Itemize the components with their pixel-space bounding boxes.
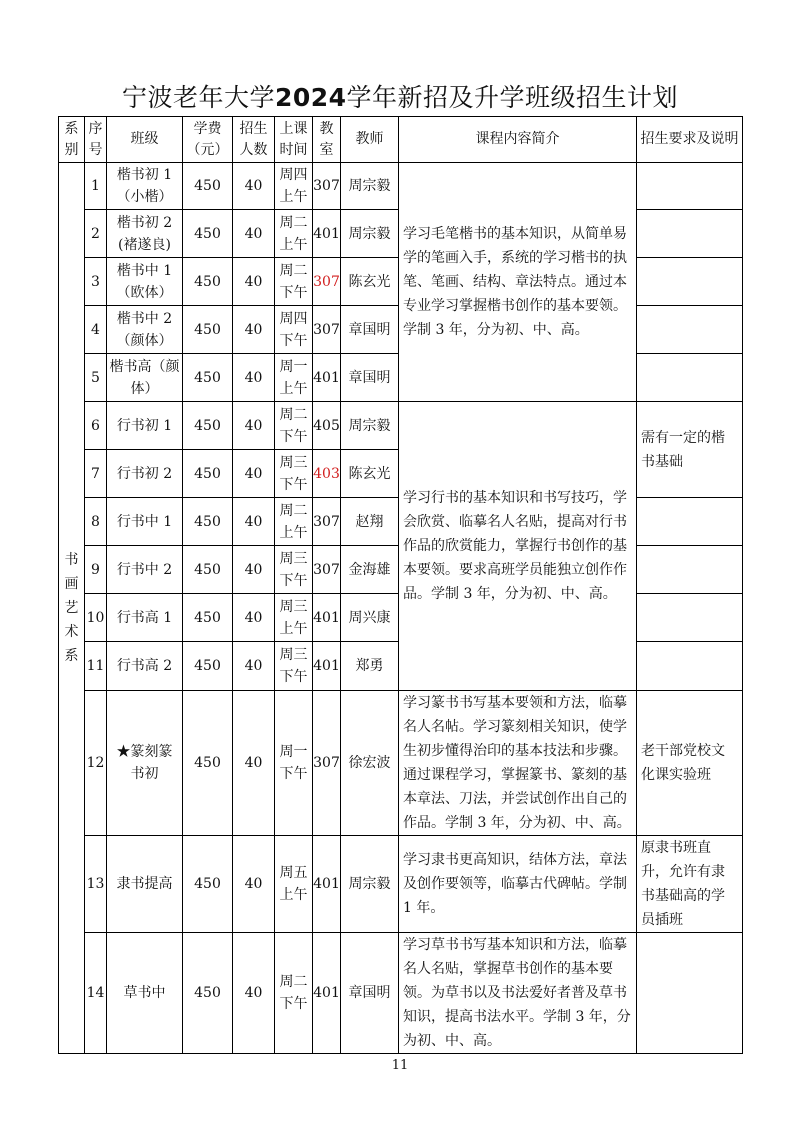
row-class: 隶书提高 (107, 836, 183, 933)
row-no: 8 (85, 498, 107, 546)
row-req-empty (637, 354, 743, 402)
row-no: 12 (85, 691, 107, 836)
department-cell: 书画艺术系 (59, 163, 85, 1054)
header-room: 教室 (313, 117, 341, 163)
header-req: 招生要求及说明 (637, 117, 743, 163)
row-fee: 450 (183, 836, 233, 933)
row-time: 周四下午 (275, 306, 313, 354)
row-time: 周三下午 (275, 642, 313, 691)
row-teacher: 陈玄光 (341, 258, 399, 306)
row-fee: 450 (183, 354, 233, 402)
row-class: 楷书中 2（颜体） (107, 306, 183, 354)
req-zhuanke: 老干部党校文化课实验班 (637, 691, 743, 836)
row-time: 周二下午 (275, 402, 313, 450)
row-count: 40 (233, 546, 275, 594)
table-row (59, 691, 743, 836)
row-time: 周一下午 (275, 691, 313, 836)
header-intro: 课程内容简介 (399, 117, 637, 163)
row-teacher: 徐宏波 (341, 691, 399, 836)
enrollment-table (58, 116, 743, 1054)
row-no: 10 (85, 594, 107, 642)
title-year: 2024 (274, 83, 347, 112)
row-room: 307 (313, 498, 341, 546)
row-time: 周三下午 (275, 450, 313, 498)
header-time: 上课时间 (275, 117, 313, 163)
row-teacher: 周宗毅 (341, 210, 399, 258)
row-room: 401 (313, 594, 341, 642)
row-room-highlighted: 307 (313, 258, 341, 306)
row-no: 13 (85, 836, 107, 933)
title-suffix: 学年新招及升学班级招生计划 (346, 83, 679, 112)
row-class: 行书高 2 (107, 642, 183, 691)
table-row (59, 836, 743, 933)
row-no: 11 (85, 642, 107, 691)
row-no: 6 (85, 402, 107, 450)
row-fee: 450 (183, 163, 233, 210)
row-no: 2 (85, 210, 107, 258)
header-fee: 学费（元） (183, 117, 233, 163)
row-class: 行书中 1 (107, 498, 183, 546)
row-req-empty (637, 642, 743, 691)
row-room: 307 (313, 163, 341, 210)
row-no: 5 (85, 354, 107, 402)
header-dept: 系别 (59, 117, 85, 163)
row-req-empty (637, 210, 743, 258)
row-class: 楷书高（颜体） (107, 354, 183, 402)
row-teacher: 郑勇 (341, 642, 399, 691)
row-room: 401 (313, 642, 341, 691)
req-lishu: 原隶书班直升，允许有隶书基础高的学员插班 (637, 836, 743, 933)
row-room: 401 (313, 354, 341, 402)
page-number: 11 (391, 1058, 409, 1073)
row-time: 周四上午 (275, 163, 313, 210)
intro-kaishu: 学习毛笔楷书的基本知识，从简单易学的笔画入手，系统的学习楷书的执笔、笔画、结构、章法特点。通过本专业学习掌握楷书创作的基本要领。学制 3 年，分为初、中、高。 (399, 163, 637, 402)
row-req-empty (637, 306, 743, 354)
row-time: 周二上午 (275, 210, 313, 258)
row-count: 40 (233, 354, 275, 402)
row-fee: 450 (183, 306, 233, 354)
row-time: 周二下午 (275, 258, 313, 306)
page-title (0, 78, 800, 114)
row-req-empty (637, 594, 743, 642)
row-class: 行书初 1 (107, 402, 183, 450)
row-teacher: 赵翔 (341, 498, 399, 546)
row-fee: 450 (183, 546, 233, 594)
row-count: 40 (233, 450, 275, 498)
row-time: 周五上午 (275, 836, 313, 933)
header-count: 招生人数 (233, 117, 275, 163)
row-class: 行书中 2 (107, 546, 183, 594)
intro-xingshu: 学习行书的基本知识和书写技巧，学会欣赏、临摹名人名贴，提高对行书作品的欣赏能力，掌握行书创作的基本要领。要求高班学员能独立创作作品。学制 3 年，分为初、中、高。 (399, 402, 637, 691)
row-count: 40 (233, 210, 275, 258)
table-row (59, 163, 743, 210)
row-room: 401 (313, 210, 341, 258)
row-teacher: 周宗毅 (341, 836, 399, 933)
row-fee: 450 (183, 402, 233, 450)
row-teacher: 周宗毅 (341, 163, 399, 210)
header-class: 班级 (107, 117, 183, 163)
row-count: 40 (233, 306, 275, 354)
row-no: 9 (85, 546, 107, 594)
row-time: 周二下午 (275, 933, 313, 1054)
intro-lishu: 学习隶书更高知识，结体方法，章法及创作要领等，临摹古代碑帖。学制 1 年。 (399, 836, 637, 933)
row-room: 401 (313, 836, 341, 933)
row-class: 行书高 1 (107, 594, 183, 642)
row-teacher: 陈玄光 (341, 450, 399, 498)
row-teacher: 章国明 (341, 306, 399, 354)
row-teacher: 金海雄 (341, 546, 399, 594)
row-room-highlighted: 403 (313, 450, 341, 498)
row-fee: 450 (183, 933, 233, 1054)
header-teacher: 教师 (341, 117, 399, 163)
row-count: 40 (233, 933, 275, 1054)
title-prefix: 宁波老年大学 (121, 83, 275, 112)
row-no: 3 (85, 258, 107, 306)
row-class: 楷书初 1（小楷） (107, 163, 183, 210)
row-class: 楷书中 1（欧体） (107, 258, 183, 306)
req-xingshu: 需有一定的楷书基础 (637, 402, 743, 498)
row-time: 周三下午 (275, 546, 313, 594)
row-fee: 450 (183, 691, 233, 836)
table-row (59, 933, 743, 1054)
row-teacher: 章国明 (341, 933, 399, 1054)
row-req-empty (637, 498, 743, 546)
row-teacher: 周宗毅 (341, 402, 399, 450)
row-room: 405 (313, 402, 341, 450)
row-count: 40 (233, 498, 275, 546)
header-no: 序号 (85, 117, 107, 163)
row-fee: 450 (183, 594, 233, 642)
row-count: 40 (233, 258, 275, 306)
row-req-empty (637, 546, 743, 594)
row-time: 周三上午 (275, 594, 313, 642)
row-teacher: 周兴康 (341, 594, 399, 642)
intro-zhuanke: 学习篆书书写基本要领和方法，临摹名人名帖。学习篆刻相关知识，使学生初步懂得治印的基本技法和步骤。通过课程学习，掌握篆书、篆刻的基本章法、刀法，并尝试创作出自己的作品。学制 3 年，分为初、中、高。 (399, 691, 637, 836)
row-time: 周二上午 (275, 498, 313, 546)
intro-caoshu: 学习草书书写基本知识和方法，临摹名人名贴，掌握草书创作的基本要领。为草书以及书法爱好者普及草书知识，提高书法水平。学制 3 年，分为初、中、高。 (399, 933, 637, 1054)
row-count: 40 (233, 402, 275, 450)
row-fee: 450 (183, 258, 233, 306)
row-req-empty (637, 258, 743, 306)
row-class: 行书初 2 (107, 450, 183, 498)
row-no: 14 (85, 933, 107, 1054)
row-count: 40 (233, 691, 275, 836)
row-fee: 450 (183, 498, 233, 546)
row-no: 4 (85, 306, 107, 354)
row-count: 40 (233, 594, 275, 642)
row-teacher: 章国明 (341, 354, 399, 402)
row-class: 楷书初 2 (褚遂良) (107, 210, 183, 258)
row-fee: 450 (183, 642, 233, 691)
row-room: 307 (313, 306, 341, 354)
row-room: 307 (313, 546, 341, 594)
row-fee: 450 (183, 450, 233, 498)
row-count: 40 (233, 163, 275, 210)
row-no: 1 (85, 163, 107, 210)
row-req-empty (637, 933, 743, 1054)
table-row (59, 402, 743, 450)
row-time: 周一上午 (275, 354, 313, 402)
row-class: ★篆刻篆书初 (107, 691, 183, 836)
row-count: 40 (233, 642, 275, 691)
row-count: 40 (233, 836, 275, 933)
row-no: 7 (85, 450, 107, 498)
row-class: 草书中 (107, 933, 183, 1054)
table-header-row (59, 117, 743, 163)
row-fee: 450 (183, 210, 233, 258)
row-req-empty (637, 163, 743, 210)
row-room: 401 (313, 933, 341, 1054)
row-room: 307 (313, 691, 341, 836)
